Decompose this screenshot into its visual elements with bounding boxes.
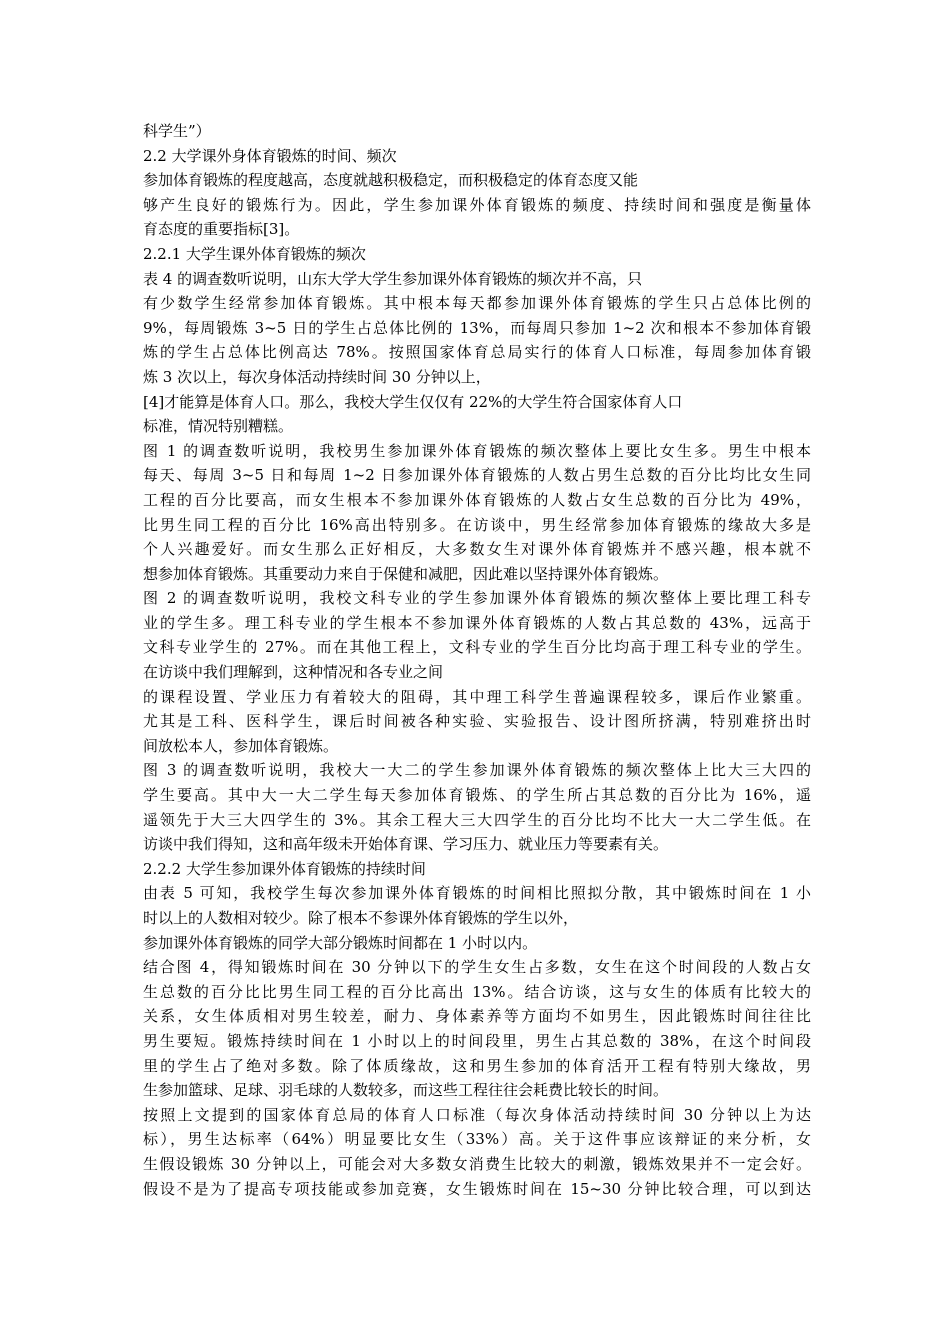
document-body [143, 119, 811, 1201]
text-line: 参加体育锻炼的程度越高，态度就越积极稳定，而积极稳定的体育态度又能 [143, 171, 639, 190]
text-line: 按照上文提到的国家体育总局的体育人口标准（每次身体活动持续时间 30 分钟以上为达 [143, 1105, 811, 1124]
text-line: 学生要高。其中大一大二学生每天参加体育锻炼、的学生所占其总数的百分比为 16%，遥 [143, 786, 811, 805]
text-line: 比男生同工程的百分比 16%高出特别多。在访谈中，男生经常参加体育锻炼的缘故大多是 [143, 515, 811, 534]
text-line: 2.2.2 大学生参加课外体育锻炼的持续时间 [143, 859, 426, 878]
text-line: 表 4 的调查数听说明，山东大学大学生参加课外体育锻炼的频次并不高，只 [143, 269, 643, 288]
text-line: 2.2 大学课外身体育锻炼的时间、频次 [143, 146, 397, 165]
text-line: 工程的百分比要高，而女生根本不参加课外体育锻炼的人数占女生总数的百分比为 49%， [143, 490, 811, 509]
text-line: 访谈中我们得知，这和高年级未开始体育课、学习压力、就业压力等要素有关。 [143, 835, 669, 854]
text-line: 假设不是为了提高专项技能或参加竞赛，女生锻炼时间在 15~30 分钟比较合理，可以到达 [143, 1179, 811, 1198]
text-line: 2.2.1 大学生课外体育锻炼的频次 [143, 244, 366, 263]
text-line: 9%，每周锻炼 3~5 日的学生占总体比例的 13%，而每周只参加 1~2 次和根本不参加体育锻 [143, 318, 811, 337]
text-line: 的课程设置、学业压力有着较大的阻碍，其中理工科学生普遍课程较多，课后作业繁重。 [143, 687, 811, 706]
text-line: 个人兴趣爱好。而女生那么正好相反，大多数女生对课外体育锻炼并不感兴趣，根本就不 [143, 540, 811, 559]
text-line: 图 2 的调查数听说明，我校文科专业的学生参加课外体育锻炼的频次整体上要比理工科专 [143, 589, 811, 608]
text-line: 生参加篮球、足球、羽毛球的人数较多，而这些工程往往会耗费比较长的时间。 [143, 1081, 669, 1100]
text-line: 想参加体育锻炼。其重要动力来自于保健和减肥，因此难以坚持课外体育锻炼。 [143, 564, 669, 583]
text-line: 生假设锻炼 30 分钟以上，可能会对大多数女消费生比较大的刺激，锻炼效果并不一定会好。 [143, 1154, 811, 1173]
text-line: 间放松本人，参加体育锻炼。 [143, 736, 339, 755]
text-line: [4]才能算是体育人口。那么，我校大学生仅仅有 22%的大学生符合国家体育人口 [143, 392, 683, 411]
text-line: 里的学生占了绝对多数。除了体质缘故，这和男生参加的体育活开工程有特别大缘故，男 [143, 1056, 811, 1075]
text-line: 关系，女生体质相对男生较差，耐力、身体素养等方面均不如男生，因此锻炼时间往往比 [143, 1007, 811, 1026]
text-line: 育态度的重要指标[3]。 [143, 220, 300, 239]
text-line: 够产生良好的锻炼行为。因此，学生参加课外体育锻炼的频度、持续时间和强度是衡量体 [143, 195, 811, 214]
text-line: 尤其是工科、医科学生，课后时间被各种实验、实验报告、设计图所挤满，特别难挤出时 [143, 712, 811, 731]
text-line: 由表 5 可知，我校学生每次参加课外体育锻炼的时间相比照拟分散，其中锻炼时间在 1 小 [143, 884, 811, 903]
text-line: 标准，情况特别糟糕。 [143, 417, 294, 436]
text-line: 每天、每周 3~5 日和每周 1~2 日参加课外体育锻炼的人数占男生总数的百分比均比女生同 [143, 466, 811, 485]
text-line: 有少数学生经常参加体育锻炼。其中根本每天都参加课外体育锻炼的学生只占总体比例的 [143, 294, 811, 313]
text-line: 在访谈中我们理解到，这种情况和各专业之间 [143, 663, 444, 682]
text-line: 标），男生达标率（64%）明显要比女生（33%）高。关于这件事应该辩证的来分析，女 [143, 1130, 811, 1149]
text-line: 业的学生多。理工科专业的学生根本不参加课外体育锻炼的人数占其总数的 43%，远高于 [143, 613, 811, 632]
text-line: 结合图 4，得知锻炼时间在 30 分钟以下的学生女生占多数，女生在这个时间段的人数占女 [143, 958, 811, 977]
text-line: 时以上的人数相对较少。除了根本不参课外体育锻炼的学生以外， [143, 909, 579, 927]
text-line: 图 3 的调查数听说明，我校大一大二的学生参加课外体育锻炼的频次整体上比大三大四的 [143, 761, 811, 780]
text-line: 文科专业学生的 27%。而在其他工程上，文科专业的学生百分比均高于理工科专业的学生。 [143, 638, 811, 657]
text-line: 男生要短。锻炼持续时间在 1 小时以上的时间段里，男生占其总数的 38%，在这个时间段 [143, 1031, 811, 1050]
text-line: 炼 3 次以上，每次身体活动持续时间 30 分钟以上， [143, 367, 491, 386]
text-line: 炼的学生占总体比例高达 78%。按照国家体育总局实行的体育人口标准，每周参加体育锻 [143, 343, 811, 362]
text-line: 生总数的百分比比男生同工程的百分比高出 13%。结合访谈，这与女生的体质有比较大的 [143, 982, 811, 1001]
text-line: 图 1 的调查数听说明，我校男生参加课外体育锻炼的频次整体上要比女生多。男生中根本 [143, 441, 811, 460]
text-line: 科学生”） [143, 122, 211, 140]
text-line: 参加课外体育锻炼的同学大部分锻炼时间都在 1 小时以内。 [143, 933, 538, 952]
text-line: 遥领先于大三大四学生的 3%。其余工程大三大四学生的百分比均不比大一大二学生低。在 [143, 810, 811, 829]
